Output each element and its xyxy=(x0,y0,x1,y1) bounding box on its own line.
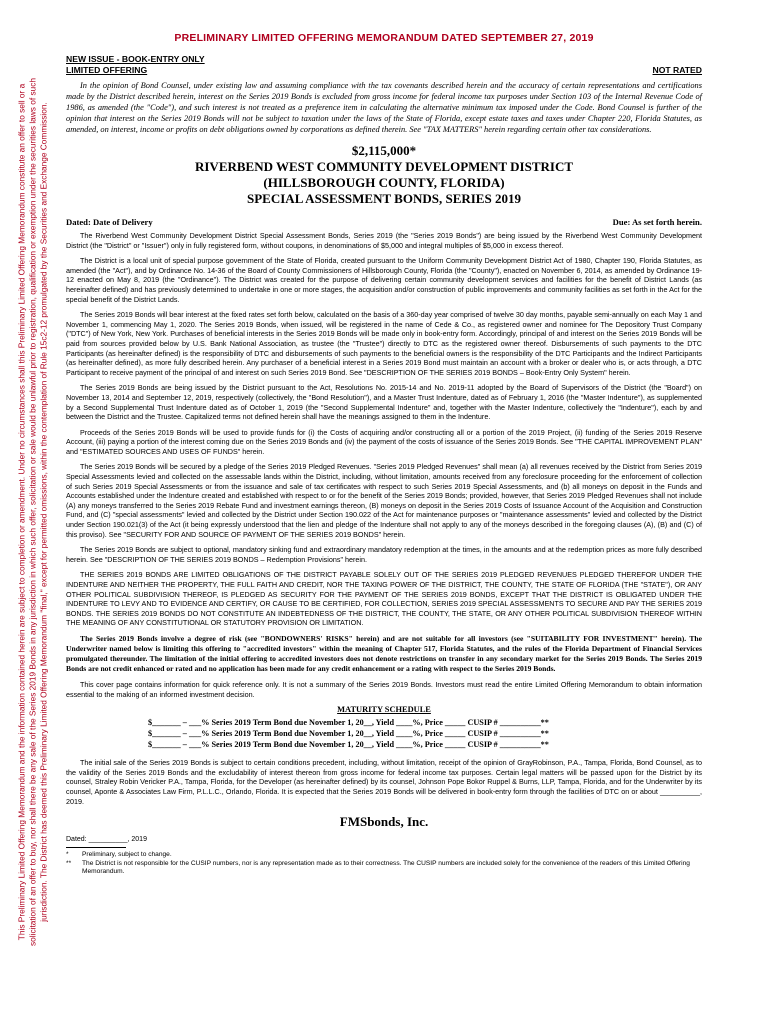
paragraph-closing: The initial sale of the Series 2019 Bonds is subject to certain conditions precedent, including, without limitation, receipt of the opinion of GrayRobinson, P.A., Tampa, Florida, Bond Counsel, as to the validity of the Series 2019 Bonds and the excludability of interest thereon from gross income for federal income tax purposes. Certain legal matters will be passed upon for the District by its counsel, Straley Robin Vericker P.A., Tampa, Florida, for the Developer (as hereinafter defined) by its counsel, Johnson Pope Bokor Ruppel & Burns, LLP, Tampa, Florida, and for the Underwriter by its counsel, Aponte & Associates Law Firm, P.L.L.C., Orlando, Florida. It is expected that the Series 2019 Bonds will be delivered in book-entry form through the facilities of DTC on or about __________, 2019. xyxy=(66,758,702,806)
paragraph-risk: The Series 2019 Bonds involve a degree of risk (see "BONDOWNERS' RISKS" herein) and are not suitable for all investors (see "SUITABILITY FOR INVESTMENT" herein). The Underwriter named below is limiting this offering to "accredited investors" within the meaning of Chapter 517, Florida Statutes, and the rules of the Florida Department of Financial Services promulgated thereunder. The limitation of the initial offering to accredited investors does not denote restrictions on transfer in any secondary market for the Series 2019 Bonds. The Series 2019 Bonds are not credit enhanced or rated and no application has been made for any credit enhancement or a rating with respect to the Series 2019 Bonds. xyxy=(66,633,702,673)
footnote-text: Preliminary, subject to change. xyxy=(82,851,172,859)
paragraph-cover-page: This cover page contains information for quick reference only. It is not a summary of the Series 2019 Bonds. Investors must read the entire Limited Offering Memorandum to obtain information essential to the making of an informed investment decision. xyxy=(66,679,702,699)
footer-dated: Dated: __________, 2019 xyxy=(66,836,147,844)
due-label: Due: As set forth herein. xyxy=(612,217,702,227)
paragraph-issuance: The Riverbend West Community Development District Special Assessment Bonds, Series 2019 (the "Series 2019 Bonds") are being issued by the Riverbend West Community Development District (the "District" or "Issuer") only in fully registered form, without coupons, in denominations of $5,000 and integral multiples of $5,000 in excess thereof. xyxy=(66,231,702,250)
footnote-text: The District is not responsible for the CUSIP numbers, nor is any representation made as to their correctness. The CUSIP numbers are included solely for the convenience of the readers of this Limited Offering Memorandum. xyxy=(82,859,690,876)
footnote xyxy=(66,851,702,860)
paragraph-proceeds: Proceeds of the Series 2019 Bonds will be used to provide funds for (i) the Costs of acquiring and/or constructing all or a portion of the 2019 Project, (ii) funding of the Series 2019 Reserve Account, (iii) paying a portion of the interest coming due on the Series 2019 Bonds and (iv) the payment of the costs of issuance of the Series 2019 Bonds. See "THE CAPITAL IMPROVEMENT PLAN" and "ESTIMATED SOURCES AND USES OF FUNDS" herein. xyxy=(66,427,702,456)
underwriter-name: FMSbonds, Inc. xyxy=(339,814,429,830)
paragraph-authority: The Series 2019 Bonds are being issued by the District pursuant to the Act, Resolutions No. 2015-14 and No. 2019-11 adopted by the Board of Supervisors of the District (the "Board") on November 13, 2014 and September 12, 2019, respectively (collectively, the "Bond Resolution"), and a Master Trust Indenture, dated as of February 1, 2016 (the "Master Indenture"), as supplemented by a Second Supplemental Trust Indenture dated as of October 1, 2019 (the "Second Supplemental Indenture" and, together with the Master Indenture, collectively the "Indenture"), each by and between the District and the Trustee. Capitalized terms not defined herein shall have the meanings assigned to them in the Indenture. xyxy=(66,383,702,422)
dated-due-row xyxy=(66,217,702,227)
paragraph-security: The Series 2019 Bonds will be secured by a pledge of the Series 2019 Pledged Revenues. "Series 2019 Pledged Revenues" shall mean (a) all revenues received by the District from Series 2019 Special Assessments levied and collected on the assessable lands within the District, including, without limitation, amounts received from any foreclosure proceeding for the enforcement of collection of such Series 2019 Special Assessments or from the issuance and sale of tax certificates with respect to such Series 2019 Special Assessments, and (b) all moneys on deposit in the Funds and Accounts established under the Indenture created and established with respect to or for the benefit of the Series 2019 Bonds; provided, however, that Series 2019 Pledged Revenues shall not include (A) any moneys transferred to the Series 2019 Rebate Fund and investment earnings thereon, (B) moneys on deposit in the Series 2019 Costs of Issuance Account of the Acquisition and Construction Fund, and (C) "special assessments" levied and collected by the District under Section 190.022 of the Act for maintenance purposes or "maintenance assessments" levied and collected by the District under Section 190.021(3) of the Act (it being expressly understood that the lien and pledge of the Indenture shall not apply to any of the moneys described in the foregoing clauses (A), (B) and (C) of this proviso). See "SECURITY FOR AND SOURCE OF PAYMENT OF THE SERIES 2019 BONDS" herein. xyxy=(66,462,702,539)
maturity-row: $_______ – ___% Series 2019 Term Bond due November 1, 20__, Yield ____%, Price _____ CUSIP # __________** xyxy=(148,740,549,750)
footnote-mark: * xyxy=(66,851,69,859)
new-issue-label: NEW ISSUE - BOOK-ENTRY ONLY xyxy=(66,54,205,64)
bond-amount: $2,115,000* xyxy=(351,143,417,158)
maturity-row: $_______ – ___% Series 2019 Term Bond due November 1, 20__, Yield ____%, Price _____ CUSIP # __________** xyxy=(148,718,549,728)
dated-label: Dated: Date of Delivery xyxy=(66,217,153,227)
not-rated-label: NOT RATED xyxy=(652,65,702,75)
side-disclaimer xyxy=(0,0,66,1024)
footnote-divider xyxy=(66,847,126,848)
document-page xyxy=(66,32,702,877)
paragraph-redemption: The Series 2019 Bonds are subject to optional, mandatory sinking fund and extraordinary mandatory redemption at the times, in the amounts and at the redemption prices as more fully described herein. See "DESCRIPTION OF THE SERIES 2019 BONDS – Redemption Provisions" herein. xyxy=(66,545,702,564)
footnote xyxy=(66,860,702,877)
district-title: RIVERBEND WEST COMMUNITY DEVELOPMENT DISTRICT xyxy=(194,159,574,174)
series-title: SPECIAL ASSESSMENT BONDS, SERIES 2019 xyxy=(247,191,521,206)
bond-counsel-opinion: In the opinion of Bond Counsel, under existing law and assuming compliance with the tax covenants described herein and the accuracy of certain representations and certifications made by the District described herein, interest on the Series 2019 Bonds is excluded from gross income for federal income tax purposes under Section 103 of the Internal Revenue Code of 1986, as amended (the "Code"), and such interest is not treated as a preference item in calculating the alternative minimum tax imposed under the Code. Bond Counsel is further of the opinion that interest on the Series 2019 Bonds will not be subject to taxation under the laws of the State of Florida, except estate taxes and taxes under Chapter 220, Florida Statutes, as amended, on interest, income or profits on debt obligations owned by corporations as defined therein. See "TAX MATTERS" herein regarding certain other tax considerations. xyxy=(66,81,702,134)
paragraph-district: The District is a local unit of special purpose government of the State of Florida, created pursuant to the Uniform Community Development District Act of 1980, Chapter 190, Florida Statutes, as amended (the "Act"), and by Ordinance No. 14-36 of the Board of County Commissioners of Hillsborough County, Florida (the "County"), enacted on November 6, 2014, as amended by Ordinance 19-12 enacted on May 8, 2019 (the "Ordinance"). The District was created for the purpose of delivering certain community development services and facilities for the benefit of District Lands (as hereinafter defined) and has previously determined to undertake in one or more stages, the acquisition and/or construction of public improvements and community facilities as set forth in the Act for the special benefit of the District Lands. xyxy=(66,256,702,304)
offering-row xyxy=(66,65,702,76)
footnote-mark: ** xyxy=(66,859,72,867)
paragraph-interest: The Series 2019 Bonds will bear interest at the fixed rates set forth below, calculated on the basis of a 360-day year comprised of twelve 30 day months, payable semi-annually on each May 1 and November 1, commencing May 1, 2020. The Series 2019 Bonds, when issued, will be registered in the name of Cede & Co., as registered owner and nominee for The Depository Trust Company ("DTC") of New York, New York. Purchases of beneficial interests in the Series 2019 Bonds will be made only in book-entry form. Accordingly, principal of and interest on the Series 2019 Bonds will be paid from sources provided below by U.S. Bank National Association, as trustee (the "Trustee") directly to DTC as the registered owner thereof. Disbursements of such payments to the DTC Participants (as hereinafter defined) is the responsibility of DTC and disbursements of such payments to the beneficial owners is the responsibility of the DTC Participants and the Indirect Participants (as hereinafter defined), as more fully described herein. Any purchaser of a beneficial interest in a Series 2019 Bond must maintain an account with a broker or dealer who is, or acts through, a DTC Participant to receive payment of the principal of and interest on such Series 2019 Bond. See "DESCRIPTION OF THE SERIES 2019 BONDS – Book-Entry Only System" herein. xyxy=(66,310,702,377)
paragraph-limited-obligations: THE SERIES 2019 BONDS ARE LIMITED OBLIGATIONS OF THE DISTRICT PAYABLE SOLELY OUT OF THE SERIES 2019 PLEDGED REVENUES PLEDGED THEREFOR UNDER THE INDENTURE AND NEITHER THE PROPERTY, THE FULL FAITH AND CREDIT, NOR THE TAXING POWER OF THE DISTRICT, THE COUNTY, THE STATE OF FLORIDA (THE "STATE"), OR ANY OTHER POLITICAL SUBDIVISION THEREOF, IS PLEDGED AS SECURITY FOR THE PAYMENT OF THE SERIES 2019 BONDS, EXCEPT THAT THE DISTRICT IS OBLIGATED UNDER THE INDENTURE TO LEVY AND TO EVIDENCE AND CERTIFY, OR CAUSE TO BE CERTIFIED, FOR COLLECTION, SERIES 2019 SPECIAL ASSESSMENTS TO SECURE AND PAY THE SERIES 2019 BONDS. THE SERIES 2019 BONDS DO NOT CONSTITUTE AN INDEBTEDNESS OF THE DISTRICT, THE COUNTY, THE STATE, OR ANY OTHER POLITICAL SUBDIVISION THEREOF WITHIN THE MEANING OF ANY CONSTITUTIONAL OR STATUTORY PROVISION OR LIMITATION. xyxy=(66,570,702,628)
side-disclaimer-line: jurisdiction. The District has deemed this Preliminary Limited Offering Memorandum "final," except for permitted omissions, within the contemplation of Rule 15c2-12 promulgated by the Securities and Exchange Commission. xyxy=(38,102,49,922)
limited-offering-label: LIMITED OFFERING xyxy=(66,65,148,75)
side-disclaimer-line: This Preliminary Limited Offering Memorandum and the information contained herein are subject to completion or amendment. Under no circumstances shall this Preliminary Limited Offering Memorandum constitute an offer to sell or a xyxy=(16,83,27,941)
side-disclaimer-line: solicitation of an offer to buy, nor shall there be any sale of the Series 2019 Bonds in any jurisdiction in which such offer, solicitation or sale would be unlawful prior to registration, qualification or exemption under the securities laws of such xyxy=(27,78,38,946)
maturity-schedule-title: MATURITY SCHEDULE xyxy=(337,705,431,715)
county-title: (HILLSBOROUGH COUNTY, FLORIDA) xyxy=(263,175,505,190)
maturity-row: $_______ – ___% Series 2019 Term Bond due November 1, 20__, Yield ____%, Price _____ CUSIP # __________** xyxy=(148,729,549,739)
preliminary-title: PRELIMINARY LIMITED OFFERING MEMORANDUM DATED SEPTEMBER 27, 2019 xyxy=(174,32,594,44)
